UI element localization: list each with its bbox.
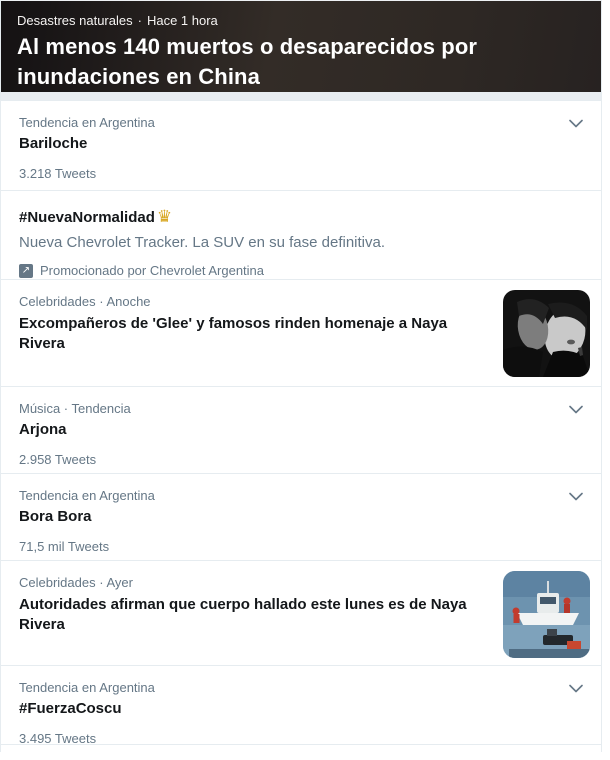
trend-name: #FuerzaCoscu xyxy=(19,700,122,717)
chevron-down-icon[interactable] xyxy=(566,113,586,133)
news-headline: Autoridades afirman que cuerpo hallado este lunes es de Naya Rivera xyxy=(19,596,467,633)
hero-headline: Al menos 140 muertos o desaparecidos por inundaciones en China xyxy=(17,34,478,89)
trend-item-bora-bora[interactable] xyxy=(1,474,601,561)
tweet-count: 2.958 Tweets xyxy=(19,452,97,467)
news-thumbnail-search-boat xyxy=(503,571,590,658)
tweet-count: 3.218 Tweets xyxy=(19,166,97,181)
trend-context: Tendencia en Argentina xyxy=(19,488,155,503)
trend-name: Bora Bora xyxy=(19,508,92,525)
news-thumbnail-naya-rivera-bw xyxy=(503,290,590,377)
trend-name: Bariloche xyxy=(19,135,88,152)
trend-context: Música · Tendencia xyxy=(19,401,131,416)
promoted-attribution xyxy=(19,263,583,278)
hero-time: Hace 1 hora xyxy=(146,13,218,28)
trend-item-arjona[interactable] xyxy=(1,387,601,474)
section-gap xyxy=(1,92,601,101)
hashflag-icon: ♛ xyxy=(156,207,173,226)
hero-meta xyxy=(17,12,585,29)
promoted-description: Nueva Chevrolet Tracker. La SUV en su fase definitiva. xyxy=(19,234,386,251)
news-context: Celebridades · Ayer xyxy=(19,575,133,590)
trend-context: Tendencia en Argentina xyxy=(19,680,155,695)
news-context: Celebridades · Anoche xyxy=(19,294,151,309)
chevron-down-icon[interactable] xyxy=(566,678,586,698)
promoted-trend-item[interactable] xyxy=(1,191,601,280)
trend-context: Tendencia en Argentina xyxy=(19,115,155,130)
tweet-count: 3.495 Tweets xyxy=(19,731,97,746)
news-item-naya-rivera-body[interactable] xyxy=(1,561,601,666)
promoted-by-label: Promocionado por Chevrolet Argentina xyxy=(40,263,265,278)
promoted-arrow-icon: ↗ xyxy=(19,264,33,278)
chevron-down-icon[interactable] xyxy=(566,486,586,506)
tweet-count: 71,5 mil Tweets xyxy=(19,539,110,554)
news-headline: Excompañeros de 'Glee' y famosos rinden homenaje a Naya Rivera xyxy=(19,315,448,352)
promoted-trend-name: #NuevaNormalidad ♛ xyxy=(19,207,173,226)
hero-meta-dot: · xyxy=(137,13,142,28)
trend-item-bariloche[interactable] xyxy=(1,101,601,191)
chevron-down-icon[interactable] xyxy=(566,399,586,419)
news-item-glee-tribute[interactable] xyxy=(1,280,601,387)
hero-news-header[interactable] xyxy=(1,1,601,92)
trend-name: Arjona xyxy=(19,421,67,438)
trend-item-fuerzacoscu[interactable] xyxy=(1,666,601,745)
hero-category: Desastres naturales xyxy=(17,13,133,28)
